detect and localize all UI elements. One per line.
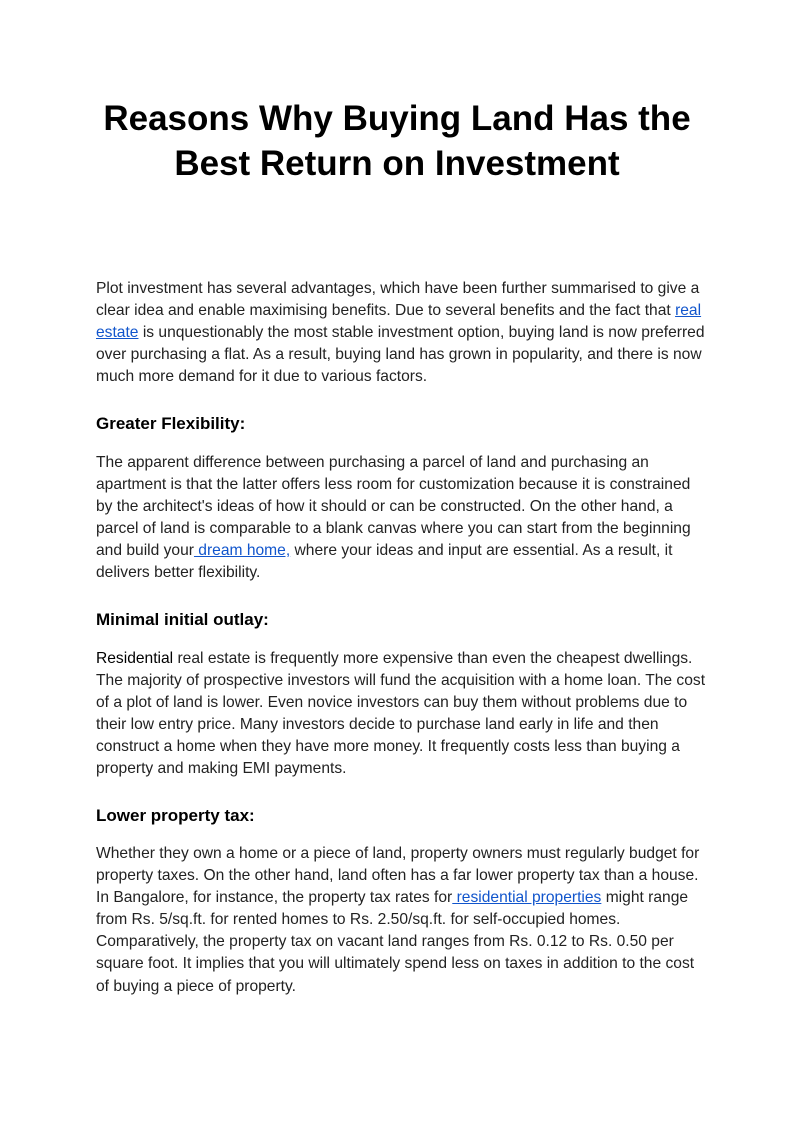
section-heading-flexibility: Greater Flexibility: [96, 414, 246, 433]
intro-text-before: Plot investment has several advantages, which have been further summarised to give a clear idea and enable maximising benefits. Due to several benefits and the fact that [96, 280, 700, 320]
property-tax-text-after: might range from Rs. 5/sq.ft. for rented homes to Rs. 2.50/sq.ft. for self-occupied homes. Comparatively, the property tax on vacant land ranges from Rs. 0.12 to Rs. 0.50 per square foot. It implies that you will ultimately spend less on taxes in addition to the cost of buying a piece of property. [96, 889, 695, 995]
real-estate-link[interactable]: real estate [96, 302, 702, 342]
dream-home-link[interactable]: dream home, [193, 542, 291, 560]
initial-outlay-paragraph [96, 648, 706, 781]
residential-properties-link[interactable]: residential properties [452, 889, 602, 907]
page-title: Reasons Why Buying Land Has the Best Return on Investment [103, 99, 691, 183]
residential-lead-word: Residential [96, 650, 174, 667]
property-tax-text-before: Whether they own a home or a piece of land, property owners must regularly budget for property taxes. On the other hand, land often has a far lower property tax than a house. In Bangalore, for instance, the property tax rates for [96, 845, 700, 907]
section-heading-initial-outlay: Minimal initial outlay: [96, 610, 269, 629]
initial-outlay-text: real estate is frequently more expensive than even the cheapest dwellings. The majority of prospective investors will fund the acquisition with a home loan. The cost of a plot of land is lower. Even novice investors can buy them without problems due to their low entry price. Many investors decide to purchase land early in life and then construct a home when they have more money. It frequently costs less than buying a property and making EMI payments. [96, 650, 706, 778]
intro-paragraph [96, 278, 706, 388]
section-heading-property-tax: Lower property tax: [96, 806, 255, 825]
flexibility-text-before: The apparent difference between purchasing a parcel of land and purchasing an apartment is that the latter offers less room for customization because it is constrained by the architect's ideas of how it should or can be constructed. On the other hand, a parcel of land is comparable to a blank canvas where you can start from the beginning and build your [96, 454, 691, 560]
intro-text-after: is unquestionably the most stable investment option, buying land is now preferred over purchasing a flat. As a result, buying land has grown in popularity, and there is now much more demand for it due to various factors. [96, 324, 705, 386]
flexibility-text-after: where your ideas and input are essential. As a result, it delivers better flexibility. [96, 542, 673, 582]
property-tax-paragraph [96, 843, 706, 998]
flexibility-paragraph [96, 452, 706, 585]
